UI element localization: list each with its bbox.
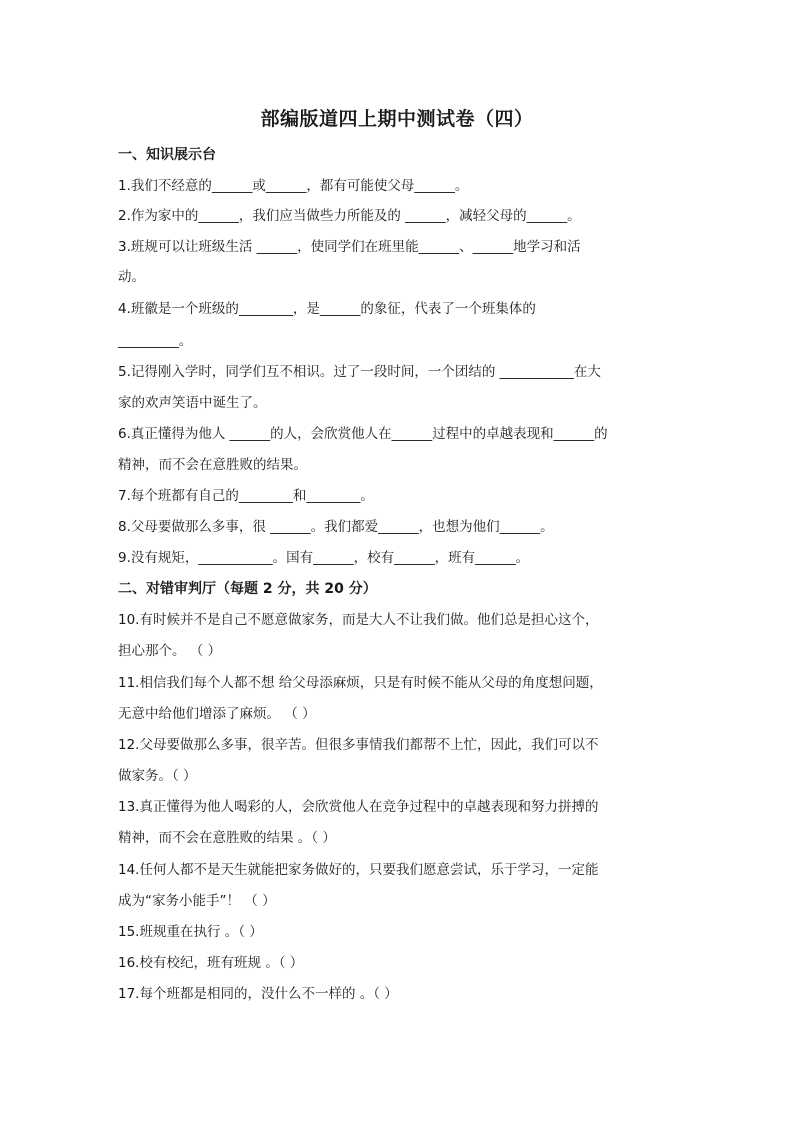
question-15: 15.班规重在执行 。（ ） [118, 924, 263, 940]
question-5-continued: 家的欢声笑语中诞生了。 [118, 395, 267, 411]
question-14-continued: 成为“家务小能手”！ （ ） [118, 893, 276, 909]
section-heading-true-false: 二、对错审判厅（每题 2 分，共 20 分） [118, 581, 377, 597]
page-title: 部编版道四上期中测试卷（四） [260, 108, 534, 130]
question-6: 6.真正懂得为他人 ______的人，会欣赏他人在______过程中的卓越表现和______的 [118, 426, 608, 442]
question-3: 3.班规可以让班级生活 ______，使同学们在班里能______、______地学习和活 [118, 239, 581, 255]
question-4: 4.班徽是一个班级的________，是______的象征，代表了一个班集体的 [118, 301, 536, 317]
question-12-continued: 做家务。（ ） [118, 768, 197, 784]
question-6-continued: 精神，而不会在意胜败的结果。 [118, 457, 307, 473]
question-14: 14.任何人都不是天生就能把家务做好的，只要我们愿意尝试，乐于学习，一定能 [118, 862, 599, 878]
question-5: 5.记得刚入学时，同学们互不相识。过了一段时间，一个团结的 ___________在大 [118, 364, 601, 380]
question-16: 16.校有校纪，班有班规 。（ ） [118, 955, 304, 971]
question-7: 7.每个班都有自己的________和________。 [118, 488, 374, 504]
section-heading-knowledge: 一、知识展示台 [118, 147, 216, 163]
question-11-continued: 无意中给他们增添了麻烦。 （ ） [118, 706, 316, 722]
question-8: 8.父母要做那么多事，很 ______。我们都爱______，也想为他们______。 [118, 519, 554, 535]
question-13-continued: 精神，而不会在意胜败的结果 。（ ） [118, 830, 336, 846]
question-12: 12.父母要做那么多事，很辛苦。但很多事情我们都帮不上忙，因此，我们可以不 [118, 737, 599, 753]
question-10: 10.有时候并不是自己不愿意做家务，而是大人不让我们做。他们总是担心这个， [118, 612, 599, 628]
question-2: 2.作为家中的______，我们应当做些力所能及的 ______，减轻父母的______。 [118, 208, 581, 224]
question-13: 13.真正懂得为他人喝彩的人，会欣赏他人在竞争过程中的卓越表现和努力拼搏的 [118, 799, 599, 815]
question-3-continued: 动。 [118, 269, 145, 285]
question-11: 11.相信我们每个人都不想 给父母添麻烦，只是有时候不能从父母的角度想问题， [118, 675, 603, 691]
question-4-continued: _________。 [118, 333, 193, 349]
question-10-continued: 担心那个。 （ ） [118, 643, 222, 659]
question-1: 1.我们不经意的______或______，都有可能使父母______。 [118, 178, 469, 194]
question-17: 17.每个班都是相同的，没什么不一样的 。（ ） [118, 986, 398, 1002]
question-9: 9.没有规矩，___________。国有______，校有______，班有______。 [118, 550, 530, 566]
